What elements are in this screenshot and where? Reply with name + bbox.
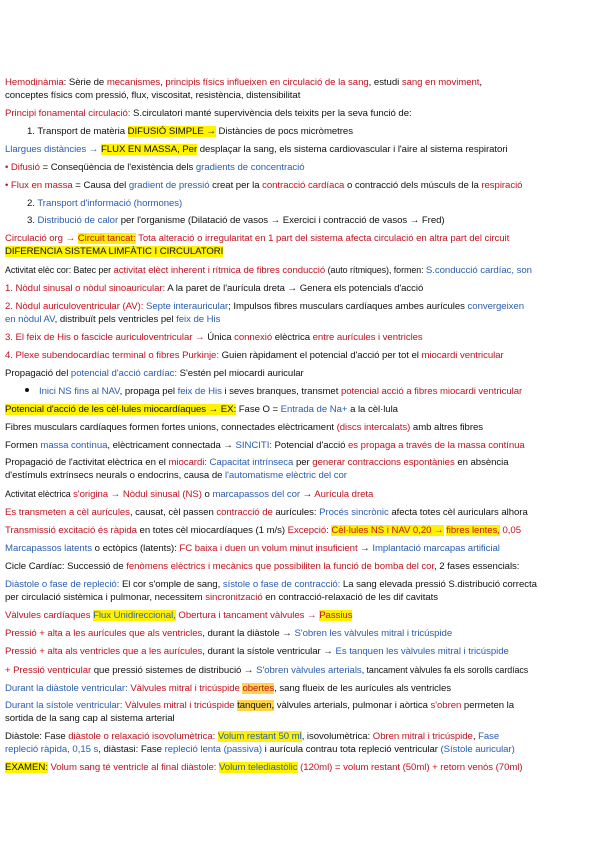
text-run: i seves branques, transmet	[221, 385, 341, 397]
text-run: 2. Nòdul auriculoventricular (AV):	[5, 301, 146, 313]
text-run: EXAMEN:	[5, 761, 48, 773]
text-run: miocardi ventricular	[421, 349, 504, 361]
text-run: ,	[472, 731, 479, 743]
text-line	[5, 646, 595, 659]
text-line	[5, 144, 595, 157]
text-line	[5, 77, 595, 90]
text-run: en totes cèl miocardíaques (1 m/s)	[136, 525, 288, 537]
text-run: Tota alteració o irregularitat en 1 part del sistema afecta circulació en altra part del circuit	[138, 233, 510, 245]
text-run: , durant la diàstole →	[202, 627, 295, 639]
text-line	[5, 386, 595, 399]
text-run: repleció ràpida, 0,15 s	[5, 743, 99, 755]
text-run: Principi fonamental circulació:	[5, 107, 131, 119]
text-run: es propaga a través de la massa contínua	[348, 439, 525, 451]
text-run: 4. Plexe subendocardíac terminal o fibres Purkinje:	[5, 349, 219, 361]
text-line	[5, 628, 595, 641]
text-run: , sang flueix de les aurícules als ventricles	[274, 682, 452, 694]
text-run: Fase O =	[236, 403, 281, 415]
text-run: + Pressió ventricular	[5, 664, 92, 676]
text-run: La sang elevada pressió S.distribució correcta	[340, 578, 537, 590]
text-run: Aurícula dreta	[314, 489, 374, 501]
text-run: Única	[204, 331, 235, 343]
text-run: Es transmeten a cèl aurícules	[5, 507, 130, 519]
text-run: en absència	[454, 457, 509, 469]
text-run: = Causa del	[72, 179, 129, 191]
text-run: d'estímuls extrínsecs neurals o endocrins, causa de	[5, 470, 226, 482]
text-run: repleció lenta (passiva)	[164, 743, 263, 755]
text-run: mecanismes	[106, 77, 161, 88]
text-run: , isovolumètrica:	[301, 731, 373, 743]
text-run: potencial acció a fibres miocardi ventricular	[340, 385, 523, 397]
text-run: Excepció:	[287, 525, 329, 537]
text-line	[5, 180, 595, 193]
text-run: generar contraccions espontànies	[312, 457, 455, 469]
text-run: DIFERENCIA SISTEMA LIMFÀTIC I CIRCULATORI	[5, 246, 224, 258]
text-line	[5, 332, 595, 345]
text-run: sang en moviment	[401, 77, 480, 88]
text-run: (auto rítmiques), formen:	[325, 265, 426, 276]
text-run: Flux Unidireccional,	[93, 609, 176, 621]
text-run: 1. Transport de matèria	[27, 125, 128, 137]
text-line	[5, 762, 595, 775]
text-line	[5, 457, 595, 470]
text-line	[5, 301, 595, 314]
text-line	[5, 90, 595, 103]
text-run: Passius	[319, 609, 353, 621]
text-run: mecànics que possibiliten la funció de bomba del cor	[212, 561, 435, 572]
text-run: Inici NS fins al NAV	[39, 385, 120, 397]
text-run: permeten la	[461, 700, 515, 712]
text-line	[5, 283, 595, 296]
text-run: Septe interauricular	[145, 301, 229, 313]
text-run: →	[300, 489, 315, 501]
text-run: feix de His	[176, 313, 221, 325]
text-run: s'obren	[430, 700, 462, 712]
text-line	[5, 246, 595, 259]
text-line	[5, 422, 595, 435]
text-run: (Sístole auricular)	[440, 743, 515, 755]
text-line	[5, 610, 595, 623]
text-run: 3.	[27, 215, 38, 227]
text-run: Obertura i tancament vàlvules →	[178, 609, 317, 621]
text-run: diàstole o relaxació isovolumètrica:	[68, 731, 216, 743]
text-run: gradients de concentració	[195, 161, 305, 173]
text-run: 2.	[27, 197, 38, 209]
text-run: Distàncies de pocs micròmetres	[215, 125, 353, 137]
text-run: marcapassos del cor	[212, 489, 301, 501]
text-run: Guien ràpidament el potencial d'acció per tot el	[218, 349, 422, 361]
text-run: Potencial d'acció	[271, 439, 349, 451]
text-run: contracció cardíaca	[262, 179, 345, 191]
text-run: Durant la sístole ventricular:	[5, 700, 123, 712]
text-run: que pressió sistemes de distribució →	[91, 664, 257, 676]
text-run: contracció de	[216, 507, 273, 519]
text-run: o	[201, 489, 213, 501]
text-run: Vàlvules mitral i tricúspide	[125, 700, 235, 712]
text-line	[5, 470, 595, 483]
text-run: o ectòpics (latents):	[92, 543, 180, 555]
text-line	[5, 126, 595, 139]
text-run: Formen	[5, 439, 41, 451]
text-run: , causat, cèl passen	[129, 507, 217, 519]
bullet-dot-icon	[25, 388, 29, 392]
text-run: , 2 fases essencials:	[434, 561, 520, 572]
text-run: Vàlvules mitral i tricúspide	[130, 682, 240, 694]
text-run: s'origina →	[73, 489, 121, 501]
text-run: potencial d'acció cardíac:	[70, 367, 178, 379]
text-line	[5, 108, 595, 121]
text-run: , diàstasi: Fase	[98, 743, 165, 755]
text-line	[5, 592, 595, 605]
text-line	[5, 543, 595, 556]
text-run: obertes	[242, 682, 275, 694]
text-run: S.circulatori manté supervivència dels teixits per la seva funció de:	[130, 107, 412, 119]
text-line	[5, 700, 595, 713]
text-run: entre aurícules i ventricles	[312, 331, 423, 343]
text-run: vàlvules arterials, pulmonar i aòrtica	[274, 700, 431, 712]
text-run: Fase	[478, 731, 500, 743]
text-run: ; Impulsos fibres musculars cardíaques ambes aurícules	[228, 301, 468, 313]
text-run: Diàstole: Fase	[5, 731, 69, 743]
text-run: Circulació org →	[5, 233, 76, 245]
text-run: Potencial d'acció de les cèl·lules miocardíaques → EX:	[5, 403, 237, 415]
text-run: fibres lentes,	[446, 525, 500, 537]
text-run: Pressió + alta als ventricles que a les aurícules	[5, 645, 203, 657]
text-line	[5, 731, 595, 744]
text-run: (discs intercalats)	[336, 421, 411, 433]
text-line	[5, 440, 595, 453]
text-run: activitat elèct inherent i rítmica de fibres conducció	[113, 265, 326, 277]
text-run: →	[357, 543, 373, 555]
text-run: Activitat elèc cor: Batec per	[5, 265, 114, 276]
text-run: Durant la diàstole ventricular:	[5, 682, 128, 694]
notes-body	[5, 77, 595, 774]
text-run: a la cèl·lula	[347, 403, 398, 415]
text-line	[5, 713, 595, 726]
text-run: FLUX EN MASSA, Per	[100, 143, 198, 155]
text-run: Llargues distàncies →	[5, 143, 99, 155]
text-run: Cèl·lules NS i NAV 0,20 →	[331, 525, 444, 537]
text-run: DIFUSIÓ SIMPLE →	[127, 125, 216, 137]
text-run: fenòmens elèctrics i	[126, 561, 211, 572]
text-run: Volum sang té ventricle al final diàstole:	[50, 761, 217, 773]
text-run: Implantació marcapas artificial	[372, 543, 500, 555]
text-run: • Difusió	[5, 161, 40, 173]
text-run: l'automatisme elèctric del cor	[225, 470, 347, 482]
text-run: Diàstole o fase de repleció:	[5, 578, 120, 590]
text-run: Volum restant 50 ml	[217, 731, 302, 743]
text-run: ,	[160, 77, 166, 88]
text-line	[5, 162, 595, 175]
text-run: S'estén pel miocardi auricular	[177, 367, 304, 379]
text-run: S.conducció cardíac, son	[425, 265, 532, 277]
text-run: conceptes físics com pressió, flux, viscositat, resistència, distensibilitat	[5, 89, 301, 101]
text-run: Distribució de calor	[37, 215, 119, 227]
text-run: Transport d'informació (hormones)	[37, 197, 183, 209]
text-line	[5, 350, 595, 363]
text-run: S'obren vàlvules arterials	[256, 664, 362, 676]
text-line	[5, 368, 595, 381]
text-run: , elèctricament connectada →	[107, 439, 236, 451]
text-run: miocardi:	[168, 457, 207, 469]
text-run: , estudi	[368, 77, 402, 88]
text-run: , durant la sístole ventricular →	[202, 645, 336, 657]
text-run: amb altres fibres	[410, 421, 483, 433]
text-run: i aurícula contrau tota repleció ventricular	[262, 743, 441, 755]
text-run: Nòdul sinusal (NS)	[122, 489, 202, 501]
text-run: respiració	[481, 179, 523, 191]
text-run: Pressió + alta a les aurícules que als ventricles	[5, 627, 203, 639]
text-run: : Sèrie de	[63, 77, 107, 88]
text-run: Obren mitral i tricúspide	[372, 731, 473, 743]
text-run: Activitat elèctrica	[5, 489, 74, 500]
text-run: A la paret de l'aurícula dreta → Genera els potencials d'acció	[165, 283, 424, 295]
text-line	[5, 744, 595, 757]
text-run: Vàlvules cardíaques	[5, 609, 91, 621]
text-run: Marcapassos latents	[5, 543, 93, 555]
text-line	[5, 314, 595, 327]
text-run: • Flux en massa	[5, 179, 73, 191]
text-line	[5, 198, 595, 211]
text-run: feix de His	[177, 385, 222, 397]
text-run: ,	[479, 77, 483, 88]
text-run: S'obren les vàlvules mitral i tricúspide	[294, 627, 453, 639]
text-line	[5, 215, 595, 228]
text-run: Es tanquen les vàlvules mitral i tricúspide	[335, 645, 509, 657]
text-run: Volum telediastòlic	[218, 761, 298, 773]
text-run: , tancament vàlvules fa els sorolls cardíacs	[361, 664, 529, 675]
text-run: Cicle Cardíac: Successió de	[5, 561, 127, 572]
text-run: Hemodinàmia	[5, 77, 64, 88]
text-run: desplaçar la sang, els sistema cardiovascular i l'aire al sistema respiratori	[197, 143, 508, 155]
text-line	[5, 664, 595, 678]
text-line	[5, 507, 595, 520]
text-run: o contracció dels músculs de la	[344, 179, 482, 191]
text-run: Propagació del	[5, 367, 71, 379]
text-run: principis físics influeixen en circulació de la sang	[165, 77, 369, 88]
text-run: Propagació de l'activitat elèctrica en el	[5, 457, 169, 469]
text-run: Fibres musculars cardíaques formen fortes unions, connectades elèctricament	[5, 421, 337, 433]
text-run: connexió	[234, 331, 273, 343]
text-run: 3. El feix de His o fascicle auriculoventricular →	[5, 331, 205, 343]
text-run: sincronització	[205, 591, 263, 603]
text-run: convergeixen	[467, 301, 524, 313]
text-run: afecta totes cèl auriculars alhora	[388, 507, 528, 519]
text-run: Capacitat intrínseca	[209, 457, 294, 469]
text-run: sístole o fase de contracció:	[222, 578, 341, 590]
text-line	[5, 488, 595, 502]
text-run: = Conseqüència de l'existència dels	[39, 161, 196, 173]
text-run: per circulació sistèmica i pulmonar, necessitem	[5, 591, 206, 603]
text-run: 0,05	[502, 525, 521, 537]
text-run: (120ml) = volum restant (50ml) + retorn venós (70ml)	[300, 761, 523, 773]
text-run: elèctrica	[272, 331, 313, 343]
text-run: Entrada de Na+	[280, 403, 348, 415]
text-run: Transmissió excitació és ràpida	[5, 525, 137, 537]
text-line	[5, 233, 595, 246]
text-run: en nòdul AV	[5, 313, 55, 325]
text-line	[5, 525, 595, 538]
text-run: per	[293, 457, 313, 469]
text-run: per l'organisme (Dilatació de vasos → Exercici i contracció de vasos → Fred)	[118, 215, 445, 227]
text-run: SINCITI:	[235, 439, 272, 451]
text-run: tanquen,	[237, 700, 275, 712]
text-line	[5, 579, 595, 592]
text-run: , propaga pel	[119, 385, 178, 397]
text-run: gradient de pressió	[128, 179, 210, 191]
text-run: El cor s'omple de sang,	[119, 578, 223, 590]
text-line	[5, 264, 595, 278]
text-run: 1. Nòdul sinusal o nòdul sinoauricular:	[5, 283, 166, 295]
text-line	[5, 404, 595, 417]
text-run: , distribuït pels ventricles pel	[54, 313, 177, 325]
text-run: Procés sincrònic	[319, 507, 389, 519]
text-run: massa contínua	[40, 439, 108, 451]
text-line	[5, 683, 595, 696]
text-run: aurícules:	[272, 507, 320, 519]
text-run: Circuit tancat:	[77, 233, 136, 245]
text-run: creat per la	[209, 179, 263, 191]
text-line	[5, 561, 595, 574]
text-run: en contracció-relaxació de les dif cavitats	[262, 591, 439, 603]
text-run: FC baixa i duen un volum minut insuficient	[179, 543, 358, 555]
text-run: sortida de la sang cap al sistema arterial	[5, 713, 175, 725]
